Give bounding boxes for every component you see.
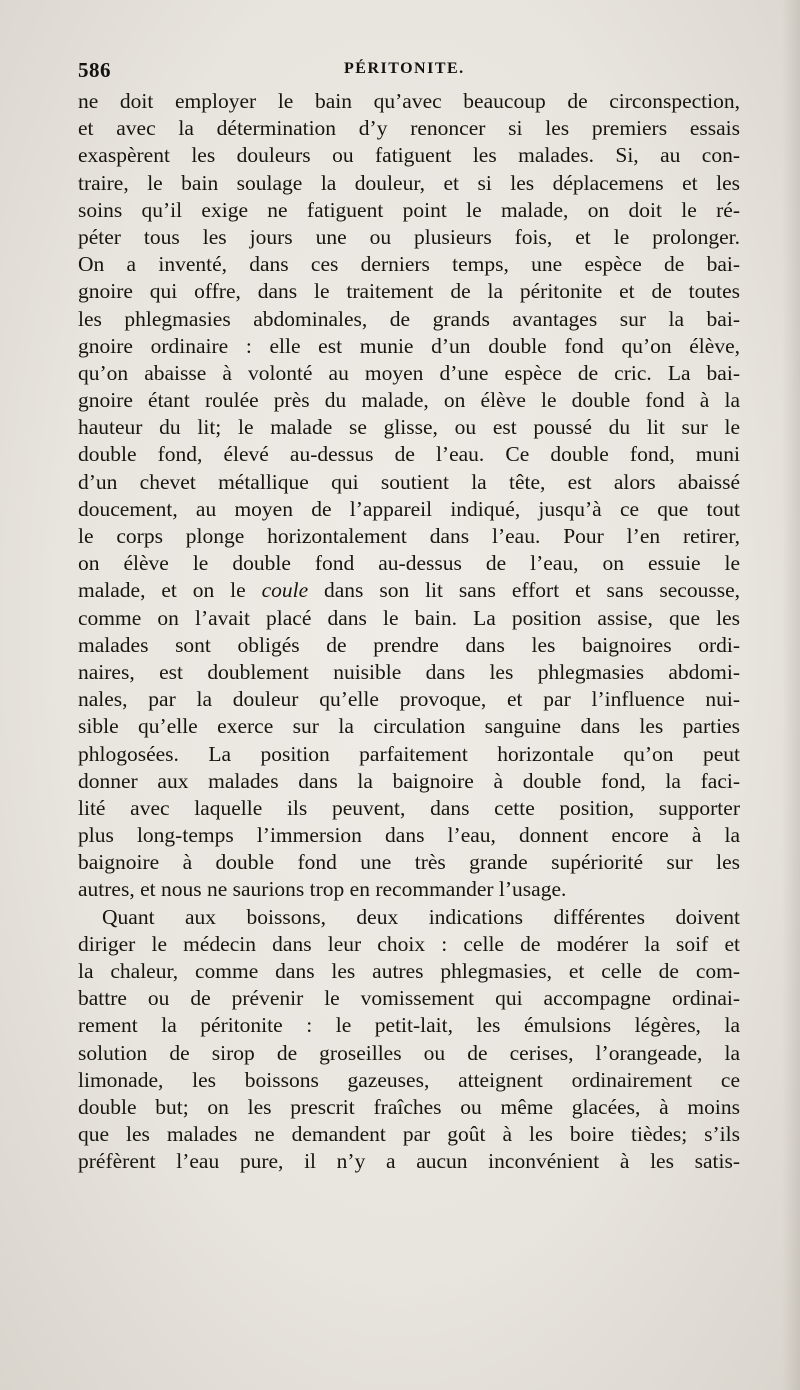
page-header — [78, 58, 740, 86]
text-line: autres, et nous ne saurions trop en recommander l’usage. — [78, 877, 567, 902]
text-line: limonade, les boissons gazeuses, atteignent ordinairement ce — [78, 1067, 740, 1092]
text-line: Quant aux boissons, deux indications différentes doivent — [102, 904, 740, 929]
text-line: que les malades ne demandent par goût à les boire tièdes; s’ils — [78, 1122, 740, 1147]
text-line: gnoire ordinaire : elle est munie d’un double fond qu’on élève, — [78, 333, 740, 358]
text-line: gnoire qui offre, dans le traitement de la péritonite et de toutes — [78, 279, 740, 304]
text-line: donner aux malades dans la baignoire à double fond, la faci- — [78, 768, 740, 793]
text-line: ne doit employer le bain qu’avec beaucoup de circonspection, — [78, 89, 740, 113]
text-line: double but; on les prescrit fraîches ou même glacées, à moins — [78, 1094, 740, 1119]
text-line: exaspèrent les douleurs ou fatiguent les malades. Si, au con- — [78, 143, 740, 168]
text-line: la chaleur, comme dans les autres phlegmasies, et celle de com- — [78, 959, 740, 983]
text-line: plus long-temps l’immersion dans l’eau, donnent encore à la — [78, 823, 740, 848]
text-line: les phlegmasies abdominales, de grands avantages sur la bai- — [78, 306, 740, 331]
text-line: lité avec laquelle ils peuvent, dans cette position, supporter — [78, 795, 740, 820]
text-line: naires, est doublement nuisible dans les phlegmasies abdomi- — [78, 659, 740, 684]
text-line: On a inventé, dans ces derniers temps, une espèce de bai- — [78, 252, 740, 277]
text-line: nales, par la douleur qu’elle provoque, et par l’influence nui- — [78, 687, 740, 712]
text-line: solution de sirop de groseilles ou de cerises, l’orangeade, la — [78, 1040, 740, 1065]
text-line: rement la péritonite : le petit-lait, les émulsions légères, la — [78, 1013, 740, 1038]
text-line: traire, le bain soulage la douleur, et si les déplacemens et les — [78, 170, 740, 195]
text-line: qu’on abaisse à volonté au moyen d’une espèce de cric. La bai- — [78, 360, 740, 385]
text-line: malades sont obligés de prendre dans les baignoires ordi- — [78, 632, 740, 657]
paragraph — [78, 88, 740, 904]
text-line: hauteur du lit; le malade se glisse, ou est poussé du lit sur le — [78, 415, 740, 440]
text-line: battre ou de prévenir le vomissement qui accompagne ordinai- — [78, 986, 740, 1011]
text-segment: dans son lit sans effort et sans secousse, — [308, 578, 740, 603]
text-line: préfèrent l’eau pure, il n’y a aucun inconvénient à les satis- — [78, 1149, 740, 1174]
text-line: le corps plonge horizontalement dans l’eau. Pour l’en retirer, — [78, 524, 740, 548]
text-line: phlogosées. La position parfaitement horizontale qu’on peut — [78, 741, 740, 766]
paragraph — [78, 904, 740, 1176]
text-line: baignoire à double fond une très grande supériorité sur les — [78, 850, 740, 875]
text-line — [78, 577, 740, 604]
text-segment: malade, et on le — [78, 578, 262, 603]
text-line: et avec la détermination d’y renoncer si les premiers essais — [78, 116, 740, 141]
text-line: sible qu’elle exerce sur la circulation sanguine dans les parties — [78, 714, 740, 739]
text-line: d’un chevet métallique qui soutient la tête, est alors abaissé — [78, 469, 740, 494]
text-line: on élève le double fond au-dessus de l’eau, on essuie le — [78, 551, 740, 576]
page-number: 586 — [78, 58, 111, 82]
text-line: soins qu’il exige ne fatiguent point le malade, on doit le ré- — [78, 197, 740, 222]
body-text — [78, 88, 740, 1176]
italic-word: coule — [261, 578, 309, 603]
running-head: PÉRITONITE. — [344, 60, 465, 77]
text-line: doucement, au moyen de l’appareil indiqué, jusqu’à ce que tout — [78, 496, 740, 521]
text-line: péter tous les jours une ou plusieurs fois, et le prolonger. — [78, 224, 740, 249]
text-line: comme on l’avait placé dans le bain. La position assise, que les — [78, 605, 740, 630]
text-line: gnoire étant roulée près du malade, on élève le double fond à la — [78, 388, 740, 413]
page-edge-shadow — [782, 0, 800, 1390]
text-line: diriger le médecin dans leur choix : celle de modérer la soif et — [78, 931, 740, 956]
text-line: double fond, élevé au-dessus de l’eau. Ce double fond, muni — [78, 442, 740, 467]
